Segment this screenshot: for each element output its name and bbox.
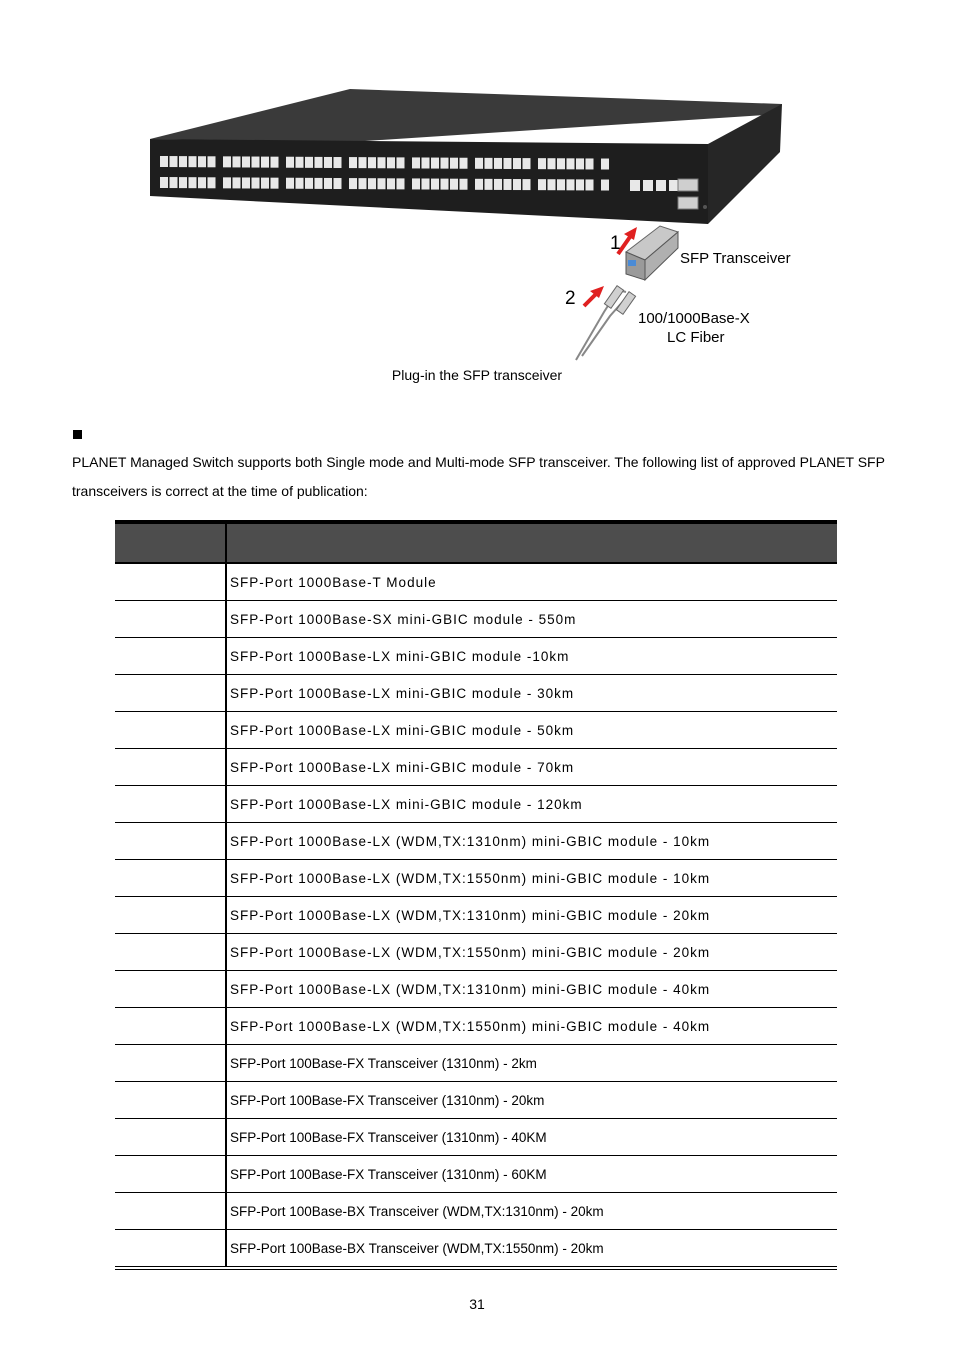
table-row bbox=[115, 1008, 837, 1045]
rj45-port bbox=[523, 179, 531, 190]
model-cell bbox=[115, 1230, 226, 1269]
description-cell: SFP-Port 1000Base-LX mini-GBIC module - 50km bbox=[226, 712, 837, 749]
rj45-port bbox=[252, 178, 260, 189]
rj45-port bbox=[198, 177, 206, 188]
figure-caption: Plug-in the SFP transceiver bbox=[391, 367, 563, 383]
rj45-port bbox=[548, 158, 556, 169]
model-cell bbox=[115, 675, 226, 712]
rj45-port bbox=[601, 180, 609, 191]
rj45-port bbox=[179, 177, 187, 188]
rj45-port bbox=[242, 156, 250, 167]
rj45-port bbox=[271, 157, 279, 168]
rj45-port bbox=[208, 156, 216, 167]
step-1-label: 1 bbox=[610, 233, 621, 254]
rj45-port bbox=[523, 158, 531, 169]
header-description bbox=[226, 522, 837, 563]
rj45-port bbox=[460, 179, 468, 190]
rj45-port bbox=[586, 158, 594, 169]
model-cell bbox=[115, 823, 226, 860]
rj45-port bbox=[387, 157, 395, 168]
table-row bbox=[115, 563, 837, 601]
switch-side bbox=[708, 104, 782, 224]
rj45-port bbox=[504, 158, 512, 169]
rj45-port bbox=[368, 178, 376, 189]
rj45-port bbox=[324, 178, 332, 189]
page-number: 31 bbox=[469, 1296, 485, 1312]
rj45-port bbox=[296, 178, 304, 189]
rj45-port bbox=[271, 178, 279, 189]
model-cell bbox=[115, 1082, 226, 1119]
rj45-port bbox=[504, 179, 512, 190]
sfp-slot bbox=[678, 197, 698, 209]
rj45-port bbox=[334, 178, 342, 189]
rj45-port bbox=[305, 157, 313, 168]
rj45-port bbox=[475, 158, 483, 169]
rj45-port bbox=[450, 179, 458, 190]
rj45-port bbox=[494, 158, 502, 169]
rj45-port bbox=[412, 157, 420, 168]
rj45-port bbox=[494, 179, 502, 190]
rj45-port bbox=[441, 158, 449, 169]
description-cell: SFP-Port 1000Base-LX (WDM,TX:1310nm) mini-GBIC module - 10km bbox=[226, 823, 837, 860]
model-cell bbox=[115, 1193, 226, 1230]
model-cell bbox=[115, 1045, 226, 1082]
rj45-port bbox=[485, 179, 493, 190]
header-model bbox=[115, 522, 226, 563]
rj45-port bbox=[397, 157, 405, 168]
rj45-port bbox=[460, 158, 468, 169]
table-row bbox=[115, 1119, 837, 1156]
rj45-port bbox=[189, 177, 197, 188]
rj45-port bbox=[198, 156, 206, 167]
description-cell: SFP-Port 1000Base-SX mini-GBIC module - 550m bbox=[226, 601, 837, 638]
rj45-port bbox=[233, 156, 241, 167]
model-cell bbox=[115, 971, 226, 1008]
rj45-port bbox=[349, 178, 357, 189]
rj45-port bbox=[378, 178, 386, 189]
rj45-port bbox=[431, 158, 439, 169]
description-cell: SFP-Port 100Base-FX Transceiver (1310nm) - 20km bbox=[226, 1082, 837, 1119]
description-cell: SFP-Port 1000Base-LX mini-GBIC module - 30km bbox=[226, 675, 837, 712]
table-row bbox=[115, 638, 837, 675]
rj45-port bbox=[538, 158, 546, 169]
rj45-port bbox=[431, 179, 439, 190]
rj45-port bbox=[538, 179, 546, 190]
description-cell: SFP-Port 1000Base-LX (WDM,TX:1550nm) mini-GBIC module - 10km bbox=[226, 860, 837, 897]
model-cell bbox=[115, 897, 226, 934]
rj45-port bbox=[475, 179, 483, 190]
rj45-port bbox=[359, 178, 367, 189]
rj45-port bbox=[160, 156, 168, 167]
table-row bbox=[115, 1193, 837, 1230]
rj45-port bbox=[387, 178, 395, 189]
description-cell: SFP-Port 1000Base-T Module bbox=[226, 563, 837, 601]
rj45-port bbox=[349, 157, 357, 168]
rj45-port bbox=[252, 157, 260, 168]
table-row bbox=[115, 897, 837, 934]
description-cell: SFP-Port 100Base-FX Transceiver (1310nm) - 2km bbox=[226, 1045, 837, 1082]
sfp-transceiver-label: SFP Transceiver bbox=[680, 250, 791, 267]
rj45-port bbox=[233, 177, 241, 188]
description-cell: SFP-Port 1000Base-LX (WDM,TX:1550nm) mini-GBIC module - 20km bbox=[226, 934, 837, 971]
rj45-port bbox=[315, 157, 323, 168]
rj45-port bbox=[223, 156, 231, 167]
description-cell: SFP-Port 1000Base-LX mini-GBIC module - 120km bbox=[226, 786, 837, 823]
rj45-port bbox=[368, 157, 376, 168]
description-cell: SFP-Port 100Base-BX Transceiver (WDM,TX:1550nm) - 20km bbox=[226, 1230, 837, 1269]
switch-illustration bbox=[140, 84, 820, 366]
rj45-port bbox=[513, 158, 521, 169]
rj45-port bbox=[441, 179, 449, 190]
fiber-label-line1: 100/1000Base-X bbox=[638, 310, 750, 327]
rj45-port bbox=[513, 179, 521, 190]
model-cell bbox=[115, 934, 226, 971]
rj45-port bbox=[397, 178, 405, 189]
table-row bbox=[115, 601, 837, 638]
table-row bbox=[115, 1045, 837, 1082]
description-cell: SFP-Port 100Base-FX Transceiver (1310nm) - 40KM bbox=[226, 1119, 837, 1156]
rj45-port bbox=[586, 179, 594, 190]
intro-paragraph: PLANET Managed Switch supports both Single mode and Multi-mode SFP transceiver. The following list of approved PLANET SFP transceivers is correct at the time of publication: bbox=[72, 454, 885, 499]
sfp-table bbox=[115, 520, 837, 1270]
description-cell: SFP-Port 1000Base-LX (WDM,TX:1310nm) mini-GBIC module - 20km bbox=[226, 897, 837, 934]
rj45-port bbox=[422, 179, 430, 190]
model-cell bbox=[115, 601, 226, 638]
model-cell bbox=[115, 1008, 226, 1045]
model-cell bbox=[115, 638, 226, 675]
description-cell: SFP-Port 1000Base-LX (WDM,TX:1310nm) mini-GBIC module - 40km bbox=[226, 971, 837, 1008]
power-led bbox=[703, 205, 707, 209]
model-cell bbox=[115, 860, 226, 897]
description-cell: SFP-Port 1000Base-LX (WDM,TX:1550nm) mini-GBIC module - 40km bbox=[226, 1008, 837, 1045]
model-cell bbox=[115, 1119, 226, 1156]
rj45-port bbox=[261, 178, 269, 189]
description-cell: SFP-Port 100Base-FX Transceiver (1310nm) - 60KM bbox=[226, 1156, 837, 1193]
model-cell bbox=[115, 563, 226, 601]
lc-fiber-connector bbox=[576, 286, 636, 360]
table-row bbox=[115, 712, 837, 749]
rj45-port bbox=[378, 157, 386, 168]
table-header-row bbox=[115, 522, 837, 563]
rj45-port bbox=[242, 177, 250, 188]
arrow-2-icon bbox=[584, 286, 604, 306]
rj45-port bbox=[567, 179, 575, 190]
table-row bbox=[115, 786, 837, 823]
switch-figure bbox=[140, 84, 820, 366]
fiber-label-line2: LC Fiber bbox=[667, 329, 725, 346]
rj45-port bbox=[296, 157, 304, 168]
rj45-port bbox=[223, 177, 231, 188]
rj45-port bbox=[286, 157, 294, 168]
table-row bbox=[115, 1082, 837, 1119]
table-row bbox=[115, 823, 837, 860]
rj45-port bbox=[450, 158, 458, 169]
rj45-port bbox=[576, 179, 584, 190]
rj45-port bbox=[422, 158, 430, 169]
rj45-port bbox=[334, 157, 342, 168]
rj45-port bbox=[630, 180, 640, 191]
table-row bbox=[115, 971, 837, 1008]
rj45-port bbox=[179, 156, 187, 167]
description-cell: SFP-Port 1000Base-LX mini-GBIC module - 70km bbox=[226, 749, 837, 786]
rj45-port bbox=[557, 158, 565, 169]
rj45-port bbox=[170, 177, 178, 188]
table-row bbox=[115, 860, 837, 897]
rj45-port bbox=[189, 156, 197, 167]
rj45-port bbox=[412, 178, 420, 189]
model-cell bbox=[115, 1156, 226, 1193]
description-cell: SFP-Port 1000Base-LX mini-GBIC module -10km bbox=[226, 638, 837, 675]
rj45-port bbox=[286, 178, 294, 189]
table-row bbox=[115, 1156, 837, 1193]
rj45-port bbox=[315, 178, 323, 189]
rj45-port bbox=[359, 157, 367, 168]
rj45-port bbox=[643, 180, 653, 191]
rj45-port bbox=[208, 177, 216, 188]
table-row bbox=[115, 934, 837, 971]
rj45-port bbox=[324, 157, 332, 168]
rj45-port bbox=[557, 179, 565, 190]
description-cell: SFP-Port 100Base-BX Transceiver (WDM,TX:1310nm) - 20km bbox=[226, 1193, 837, 1230]
rj45-port bbox=[567, 158, 575, 169]
table-row bbox=[115, 1230, 837, 1269]
rj45-port bbox=[261, 157, 269, 168]
sfp-slot bbox=[678, 179, 698, 191]
model-cell bbox=[115, 712, 226, 749]
step-2-label: 2 bbox=[565, 288, 576, 309]
rj45-port bbox=[485, 158, 493, 169]
rj45-port bbox=[656, 180, 666, 191]
model-cell bbox=[115, 786, 226, 823]
table-row bbox=[115, 749, 837, 786]
rj45-port bbox=[601, 159, 609, 170]
table-row bbox=[115, 675, 837, 712]
rj45-port bbox=[548, 179, 556, 190]
switch-top bbox=[150, 89, 782, 142]
model-cell bbox=[115, 749, 226, 786]
rj45-port bbox=[305, 178, 313, 189]
rj45-port bbox=[160, 177, 168, 188]
rj45-port bbox=[576, 158, 584, 169]
bullet-square-icon bbox=[73, 430, 82, 439]
rj45-port bbox=[170, 156, 178, 167]
